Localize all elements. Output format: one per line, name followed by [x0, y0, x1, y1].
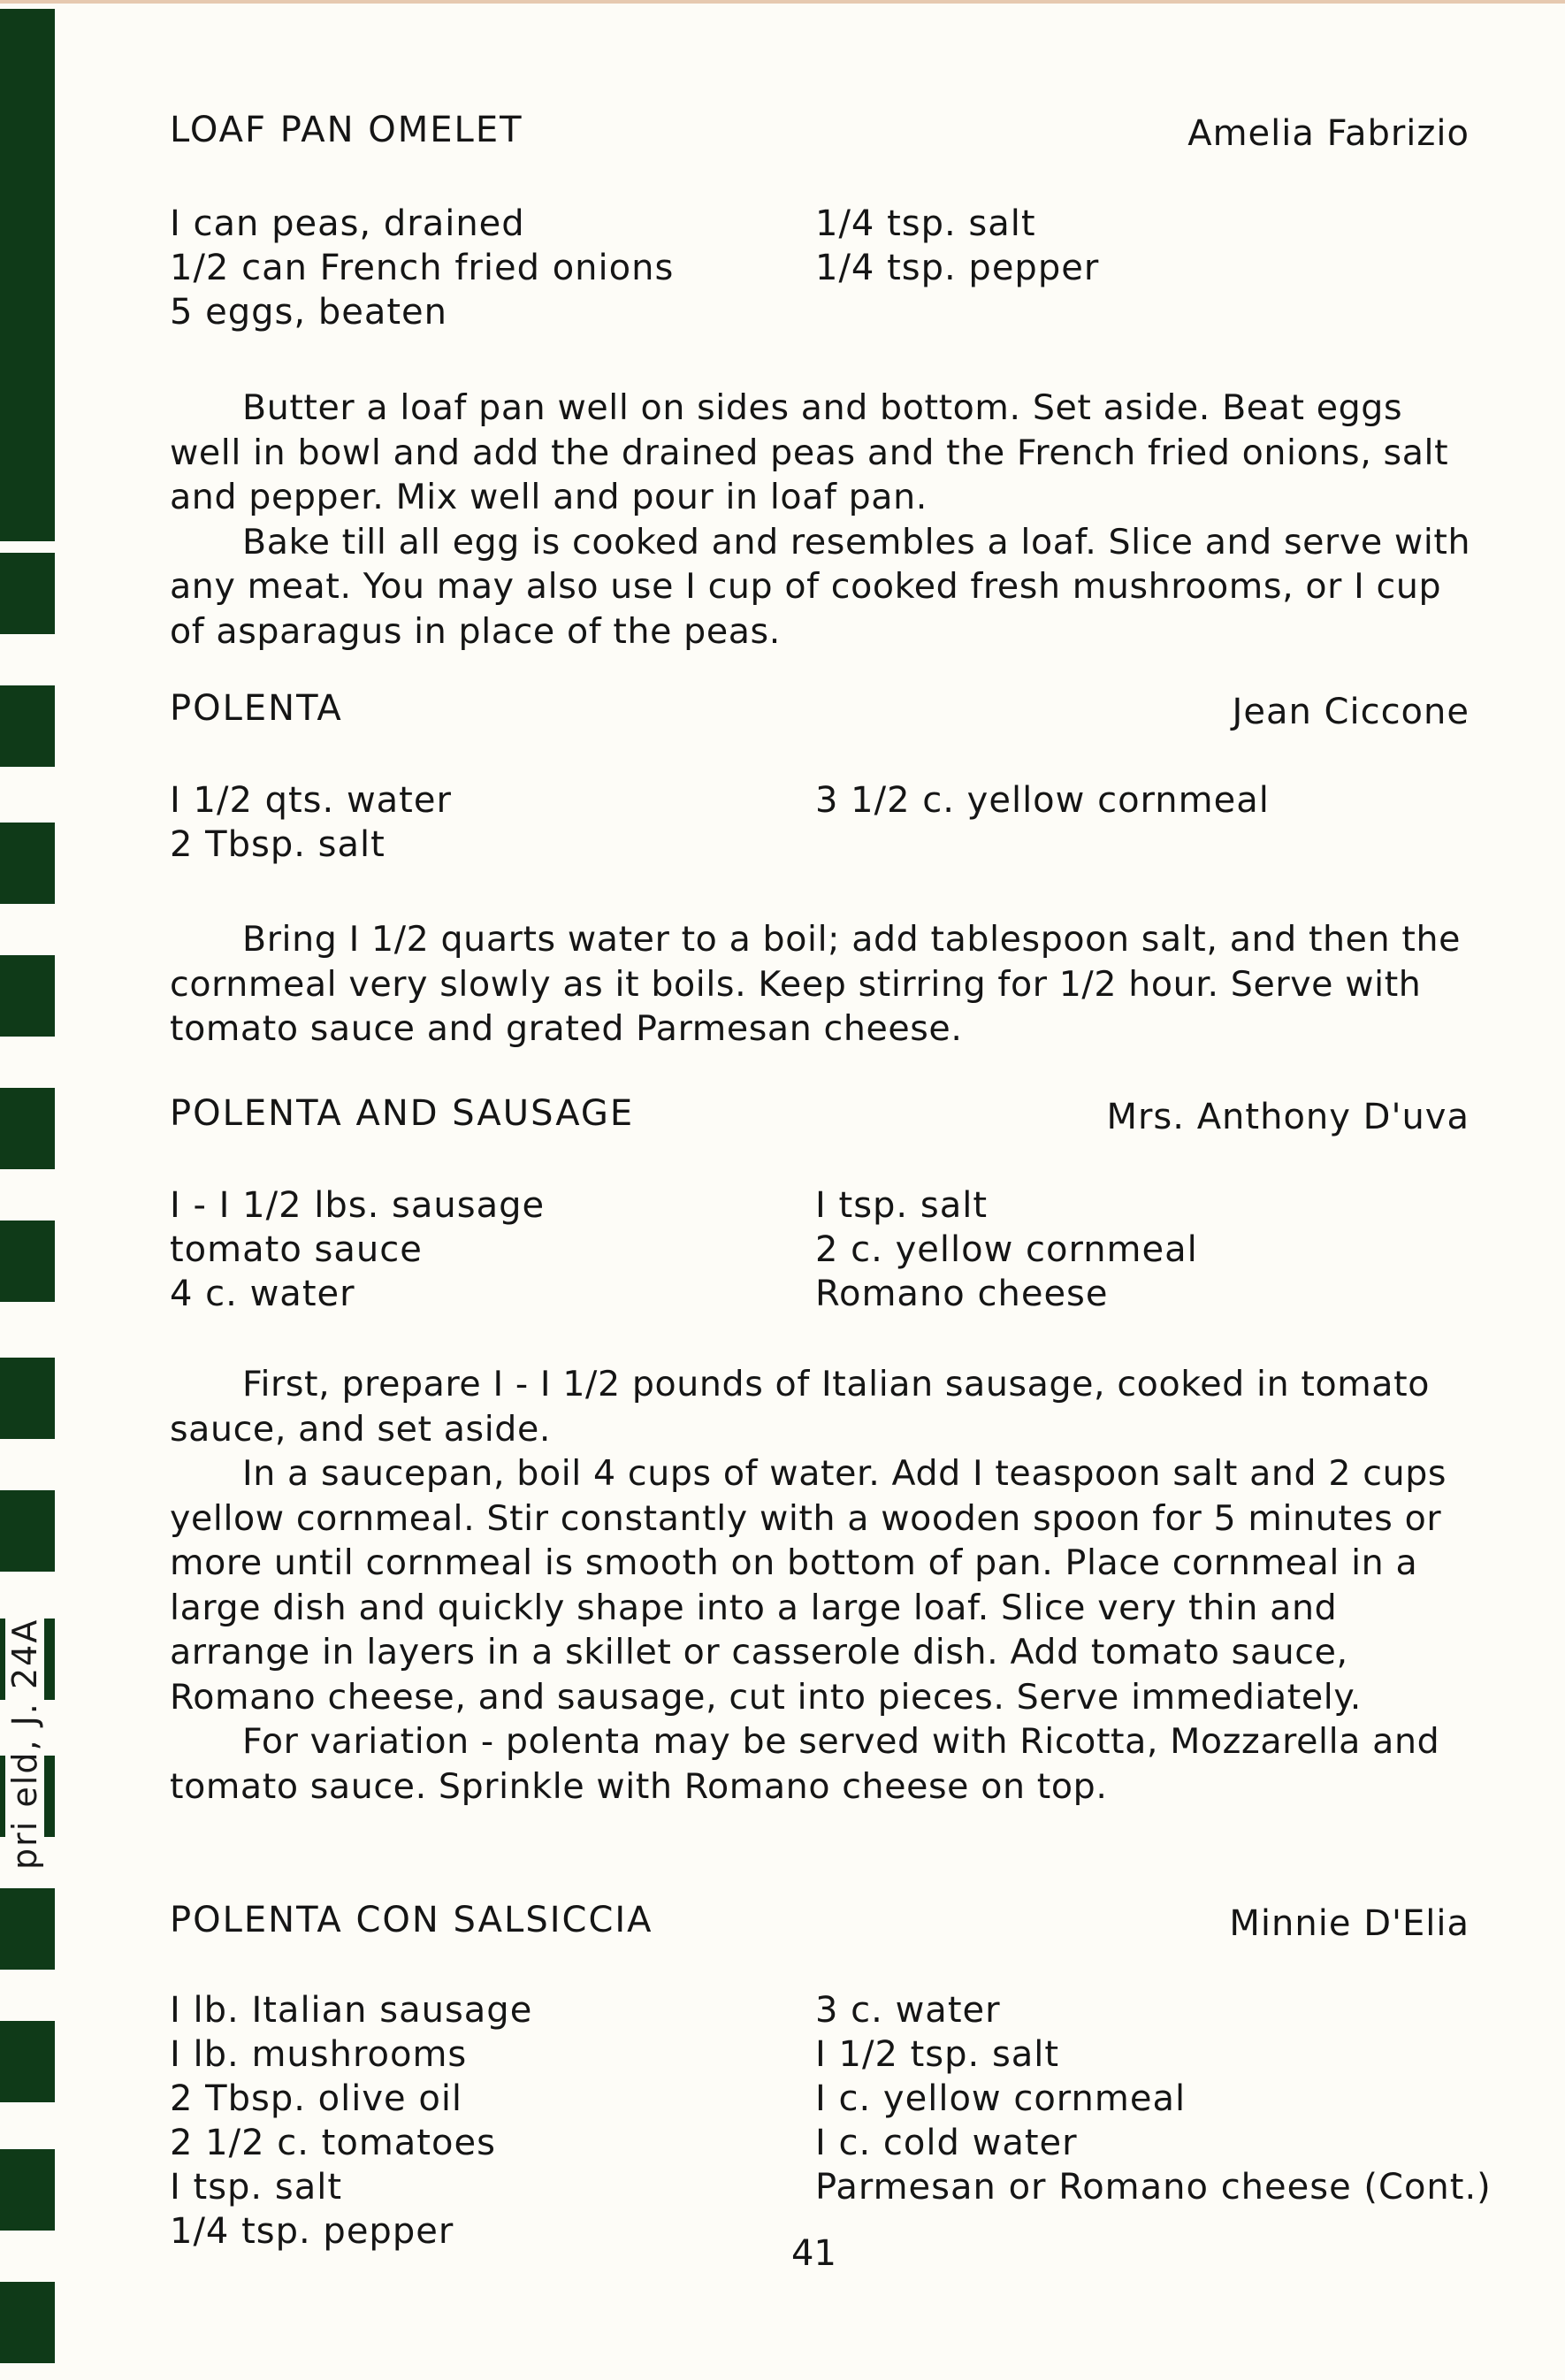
recipe-directions	[170, 386, 1480, 654]
direction-paragraph: In a saucepan, boil 4 cups of water. Add I teaspoon salt and 2 cups yellow cornmeal. Stir constantly with a wooden spoon for 5 minutes or more until cornmeal is smooth on bottom of pan. Place cornmeal in a large dish and quickly shape into a large loaf. Slice very thin and arrange in layers in a skillet or casserole dish. Add tomato sauce, Romano cheese, and sausage, cut into pieces. Serve immediately.	[170, 1453, 1447, 1718]
binding-tab	[0, 1088, 55, 1169]
recipe-author: Mrs. Anthony D'uva	[1106, 1097, 1470, 1137]
ingredient-column-right	[815, 1183, 1198, 1316]
recipe-header	[170, 1093, 1470, 1146]
binding-tab	[0, 2282, 55, 2363]
binding-tab	[0, 685, 55, 767]
ingredient-column-right	[815, 1988, 1492, 2209]
binding-tab	[0, 2021, 55, 2102]
binding-tab	[0, 553, 55, 634]
ingredient: I tsp. salt	[170, 2167, 343, 2208]
ingredient: I c. yellow cornmeal	[815, 2078, 1187, 2119]
direction-paragraph: First, prepare I - I 1/2 pounds of Italian sausage, cooked in tomato sauce, and set aside.	[170, 1364, 1430, 1450]
ingredient: tomato sauce	[170, 1229, 423, 1270]
recipe-title: POLENTA CON SALSICCIA	[170, 1900, 653, 1940]
binding-tab	[0, 232, 55, 313]
binding-tab	[0, 823, 55, 904]
ingredient: 2 Tbsp. olive oil	[170, 2078, 463, 2119]
ingredient-column-right	[815, 778, 1270, 823]
recipe-author: Jean Ciccone	[1232, 692, 1470, 732]
recipe-author: Minnie D'Elia	[1229, 1903, 1470, 1944]
recipe-header	[170, 688, 1470, 741]
ingredient: I lb. mushrooms	[170, 2034, 468, 2075]
ingredient-column-left	[170, 1988, 532, 2254]
recipe-title: POLENTA AND SAUSAGE	[170, 1093, 635, 1134]
ingredient: 1/4 tsp. pepper	[815, 248, 1100, 288]
binding-tab	[0, 302, 55, 384]
recipe-author: Amelia Fabrizio	[1187, 113, 1470, 154]
ingredient: I - I 1/2 lbs. sausage	[170, 1185, 546, 1226]
ingredient: 1/4 tsp. salt	[815, 203, 1036, 244]
binding-tab	[0, 955, 55, 1037]
binding-tab	[0, 88, 55, 170]
ingredient: 2 c. yellow cornmeal	[815, 1229, 1198, 1270]
binding-tab	[0, 1358, 55, 1439]
ingredient-column-right	[815, 202, 1099, 290]
binding-tab	[0, 1490, 55, 1572]
spiral-binding	[0, 0, 62, 2380]
recipe-title: POLENTA	[170, 688, 343, 729]
ingredient: Romano cheese	[815, 1274, 1109, 1314]
recipe-header	[170, 110, 1470, 163]
spine-imprint: pri eld, J. 24A	[5, 1613, 44, 1875]
ingredient: 3 1/2 c. yellow cornmeal	[815, 780, 1270, 821]
ingredient: I c. cold water	[815, 2123, 1078, 2163]
ingredient: 1/4 tsp. pepper	[170, 2211, 454, 2252]
ingredient: 4 c. water	[170, 1274, 355, 1314]
binding-tab	[0, 1221, 55, 1302]
ingredient: I 1/2 tsp. salt	[815, 2034, 1060, 2075]
ingredient: 5 eggs, beaten	[170, 292, 447, 333]
binding-tab	[0, 382, 55, 463]
recipe-header	[170, 1900, 1470, 1953]
ingredient-column-left	[170, 778, 452, 867]
ingredient: Parmesan or Romano cheese (Cont.)	[815, 2167, 1492, 2208]
ingredient: 2 Tbsp. salt	[170, 824, 386, 865]
direction-paragraph: Bring I 1/2 quarts water to a boil; add tablespoon salt, and then the cornmeal very slowly as it boils. Keep stirring for 1/2 hour. Serve with tomato sauce and grated Parmesan cheese.	[170, 919, 1461, 1049]
binding-tab	[0, 161, 55, 242]
ingredient-column-left	[170, 1183, 545, 1316]
direction-paragraph: Bake till all egg is cooked and resembles a loaf. Slice and serve with any meat. You may also use I cup of cooked fresh mushrooms, or I cup of asparagus in place of the peas.	[170, 521, 1471, 652]
ingredient: 1/2 can French fried onions	[170, 248, 675, 288]
recipe-title: LOAF PAN OMELET	[170, 110, 523, 150]
direction-paragraph: Butter a loaf pan well on sides and bottom. Set aside. Beat eggs well in bowl and add the drained peas and the French fried onions, salt and pepper. Mix well and pour in loaf pan.	[170, 387, 1449, 517]
ingredient: I lb. Italian sausage	[170, 1990, 533, 2031]
page-top-edge	[0, 0, 1565, 4]
recipe-directions	[170, 1362, 1480, 1809]
ingredient-column-left	[170, 202, 674, 334]
direction-paragraph: For variation - polenta may be served with Ricotta, Mozzarella and tomato sauce. Sprinkle with Romano cheese on top.	[170, 1721, 1440, 1807]
ingredient: 2 1/2 c. tomatoes	[170, 2123, 496, 2163]
binding-tab	[0, 2149, 55, 2231]
recipe-directions	[170, 917, 1480, 1052]
binding-tab	[0, 1888, 55, 1970]
ingredient: 3 c. water	[815, 1990, 1001, 2031]
ingredient: I tsp. salt	[815, 1185, 989, 1226]
binding-tab	[0, 460, 55, 541]
binding-tab	[0, 9, 55, 90]
ingredient: I 1/2 qts. water	[170, 780, 452, 821]
page-number: 41	[791, 2233, 836, 2274]
ingredient: I can peas, drained	[170, 203, 525, 244]
